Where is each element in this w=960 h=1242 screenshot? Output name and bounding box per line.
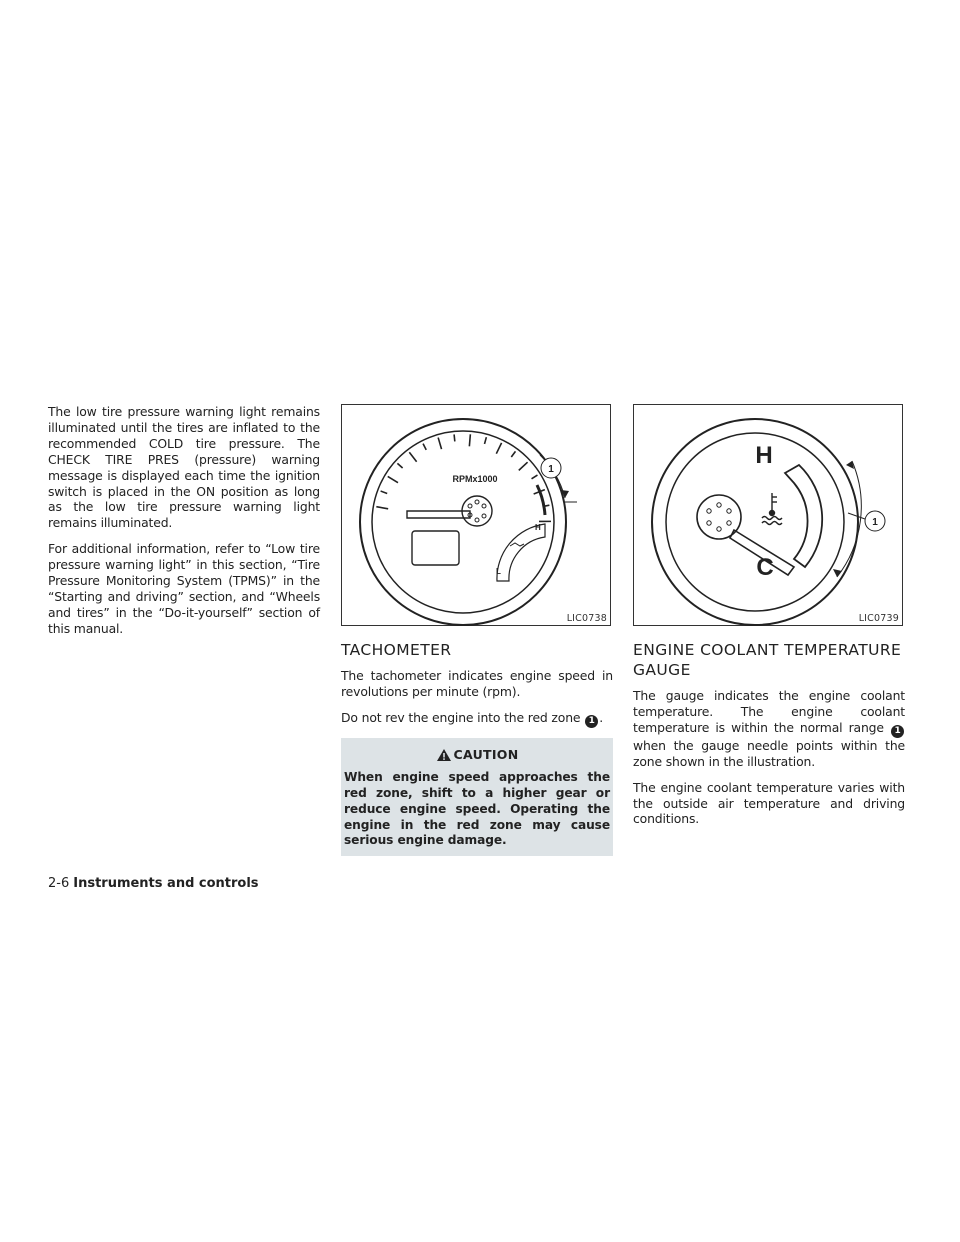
tick-mark (381, 491, 388, 493)
tick-mark (376, 507, 388, 509)
tick-mark (409, 452, 416, 462)
coolant-paragraph-2: The engine coolant temperature varies with the outside air temperature and driving conditions. (633, 779, 905, 827)
tachometer-paragraph: The tachometer indicates engine speed in revolutions per minute (rpm). (341, 668, 613, 699)
coolant-heading-line2: GAUGE (633, 661, 691, 679)
tachometer-needle (407, 511, 470, 518)
hot-label: H (755, 442, 773, 469)
callout-marker: 1 (891, 725, 904, 738)
tick-mark (469, 434, 470, 446)
coolant-heading-line1: ENGINE COOLANT TEMPERATURE (633, 641, 902, 659)
rpm-dial-label: RPMx1000 (452, 474, 498, 484)
tick-mark (532, 475, 538, 479)
additional-info-paragraph: For additional information, refer to “Low tire pressure warning light” in this section, “Tire Pressure Monitoring System (TPMS)” in the “Starting and driving” section, and “Wheels and tires” in the “Do-it-yourself” section of this manual. (48, 541, 320, 636)
warning-icon (436, 748, 452, 762)
tick-mark (388, 476, 398, 482)
needle-hub (697, 495, 741, 539)
temperature-scale-arc (785, 465, 822, 567)
tick-mark (496, 443, 501, 454)
cold-label: C (756, 554, 774, 581)
caution-box (341, 738, 613, 857)
coolant-heading (633, 640, 905, 680)
callout-marker: 1 (585, 715, 598, 728)
tick-mark (485, 437, 487, 444)
tachometer-illustration (342, 405, 612, 627)
section-title: Instruments and controls (73, 876, 259, 891)
coolant-text-end: when the gauge needle points within the zone shown in the illustration. (633, 737, 905, 769)
tachometer-figure (341, 404, 611, 626)
tachometer-column (341, 404, 613, 856)
caution-title: CAUTION (453, 746, 519, 762)
coolant-gauge-figure (633, 404, 903, 626)
coolant-column (633, 404, 905, 837)
display-window (412, 531, 459, 565)
tire-pressure-paragraph: The low tire pressure warning light remains illuminated until the tires are inflated to the recommended COLD tire pressure. The CHECK TIRE PRES (pressure) warning message is displayed each time the ignition switch is placed in the ON position as long as the low tire pressure warning light remains illuminated. (48, 404, 320, 531)
left-column (48, 404, 320, 647)
red-zone-text-end: . (599, 709, 603, 725)
red-zone-paragraph (341, 710, 613, 728)
red-zone-text: Do not rev the engine into the red zone (341, 709, 581, 725)
tick-mark (454, 434, 455, 441)
tick-mark (511, 451, 515, 457)
coolant-gauge-illustration (634, 405, 904, 627)
tick-mark (519, 462, 528, 470)
page-number: 2-6 (48, 876, 70, 891)
temperature-subgauge (497, 524, 545, 581)
figure-code: LIC0738 (566, 613, 607, 624)
coolant-text: The gauge indicates the engine coolant temperature. The engine coolant temperature is within the normal range (633, 688, 905, 735)
tick-mark (397, 463, 402, 468)
callout-number: 1 (548, 464, 554, 475)
coolant-paragraph-1 (633, 688, 905, 770)
oil-can-icon (510, 543, 524, 546)
subgauge-h-label: H (535, 523, 541, 532)
figure-code: LIC0739 (858, 613, 899, 624)
tick-mark (423, 444, 426, 450)
coolant-temperature-icon (762, 493, 782, 525)
tachometer-heading: TACHOMETER (341, 641, 452, 659)
subgauge-l-label: L (496, 567, 501, 576)
tick-mark (438, 438, 441, 450)
callout-number: 1 (872, 517, 878, 528)
page-footer (48, 876, 259, 891)
caution-header (344, 747, 610, 762)
caution-text: When engine speed approaches the red zone, shift to a higher gear or reduce engine speed. Operating the engine in the red zone may cause serious engine damage. (344, 769, 610, 848)
